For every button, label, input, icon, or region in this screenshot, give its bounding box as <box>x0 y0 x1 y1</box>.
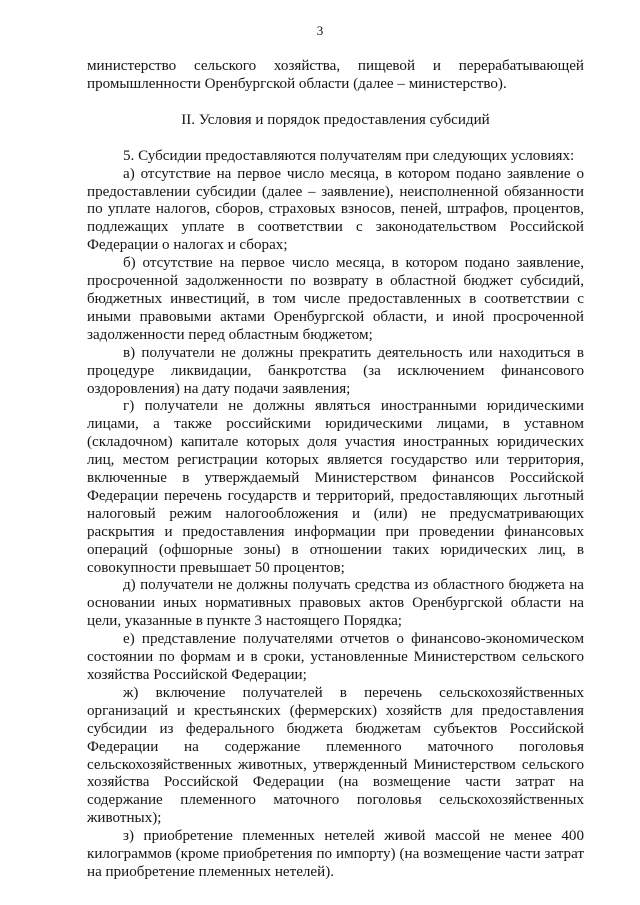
intro-paragraph: министерство сельского хозяйства, пищевой и перерабатывающей промышленности Оренбургской области (далее – министерство). <box>87 58 584 92</box>
paragraph-zh: ж) включение получателей в перечень сельскохозяйственных организаций и крестьянских (фермерских) хозяйств для предоставления субсидии из федерального бюджета бюджетам субъектов Российской Федерации на содержание племенного маточного поголовья сельскохозяйственных животных, утвержденный Министерством сельского хозяйства Российской Федерации (на возмещение части затрат на содержание племенного маточного поголовья сельскохозяйственных животных); <box>87 684 584 827</box>
paragraph-d: д) получатели не должны получать средства из областного бюджета на основании иных нормативных правовых актов Оренбургской области на цели, указанные в пункте 3 настоящего Порядка; <box>87 577 584 630</box>
paragraph-v: в) получатели не должны прекратить деятельность или находиться в процедуре ликвидации, банкротства (за исключением финансового оздоровления) на дату подачи заявления; <box>87 344 584 397</box>
paragraph-5: 5. Субсидии предоставляются получателям при следующих условиях: <box>123 147 575 164</box>
paragraph-e: е) представление получателями отчетов о финансово-экономическом состоянии по формам и в сроки, установленные Министерством сельского хозяйства Российской Федерации; <box>87 631 584 683</box>
paragraph-b: б) отсутствие на первое число месяца, в котором подано заявление, просроченной задолженности по возврату в областной бюджет субсидий, бюджетных инвестиций, в том числе предоставленных в соответствии с иными правовыми актами Оренбургской области, и иной просроченной задолженности перед областным бюджетом; <box>87 255 584 343</box>
paragraph-g: г) получатели не должны являться иностранными юридическими лицами, а также российскими юридическими лицами, в уставном (складочном) капитале которых доля участия иностранных юридических лиц, местом регистрации которых является государство или территория, включенные в утверждаемый Министерством финансов Российской Федерации перечень государств и территорий, предоставляющих льготный налоговый режим налогообложения и (или) не предусматривающих раскрытия и предоставления информации при проведении финансовых операций (офшорные зоны) в отношении таких юридических лиц, в совокупности превышает 50 процентов; <box>87 398 584 576</box>
section-heading: II. Условия и порядок предоставления субсидий <box>181 111 490 128</box>
page-number: 3 <box>316 23 324 38</box>
paragraph-a: а) отсутствие на первое число месяца, в котором подано заявление о предоставлении субсидии (далее – заявление), неисполненной обязанности по уплате налогов, сборов, страховых взносов, пеней, штрафов, процентов, подлежащих уплате в соответствии с законодательством Российской Федерации о налогах и сборах; <box>87 165 584 254</box>
paragraph-z: з) приобретение племенных нетелей живой массой не менее 400 килограммов (кроме приобретения по импорту) (на возмещение части затрат на приобретение племенных нетелей). <box>87 828 584 880</box>
